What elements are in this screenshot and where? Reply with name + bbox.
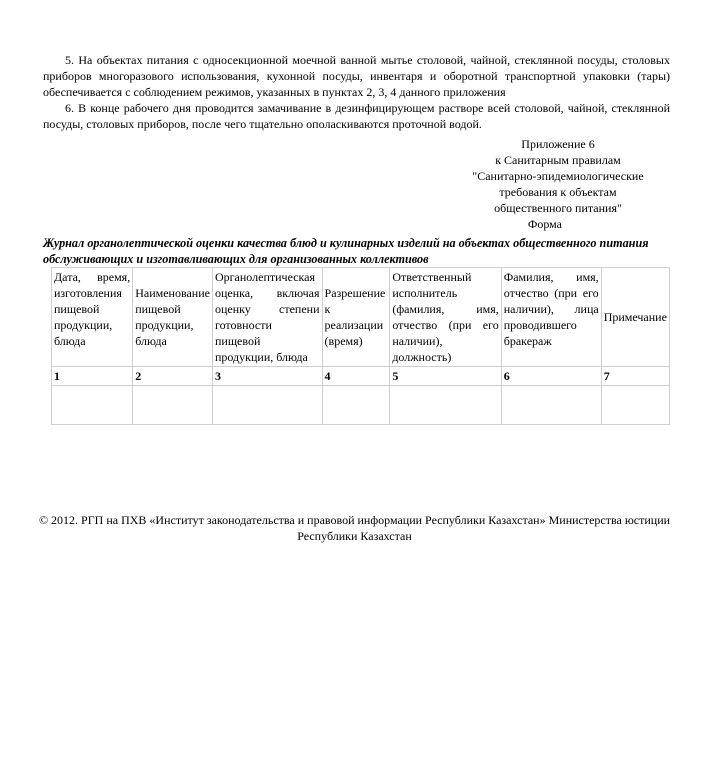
- table-header-row: [52, 268, 670, 367]
- column-number: 5: [390, 367, 501, 386]
- annex-line: Приложение 6: [521, 137, 595, 151]
- header-cell-date: Дата, время, изготовления пищевой продукции, блюда: [52, 268, 133, 367]
- header-cell-name: Наименование пищевой продукции, блюда: [133, 268, 213, 367]
- table-cell: [601, 386, 669, 425]
- annex-header: [458, 136, 658, 216]
- annex-line: к Санитарным правилам: [495, 153, 621, 167]
- column-number: 4: [322, 367, 390, 386]
- paragraph-5: 5. На объектах питания с односекционной моечной ванной мытье столовой, чайной, стеклянной посуды, столовых приборов многоразового использования, кухонной посуды, инвентаря и оборотной транспортной упаковки (тары) обеспечивается с соблюдением режимов, указанных в пунктах 2, 3, 4 данного приложения: [43, 53, 670, 99]
- copyright-footer: [30, 512, 679, 544]
- column-number: 6: [501, 367, 601, 386]
- table-cell: [212, 386, 322, 425]
- annex-line: требования к объектам: [499, 185, 617, 199]
- form-label: Форма: [527, 217, 562, 231]
- copyright-line: © 2012. РГП на ПХВ «Институт законодательства и правовой информации Республики Казахстан» Министерства юстиции: [38, 513, 671, 527]
- annex-line: общественного питания": [494, 201, 622, 215]
- table-cell: [390, 386, 501, 425]
- table-cell: [322, 386, 390, 425]
- journal-table: [51, 267, 670, 425]
- annex-line: "Санитарно-эпидемиологические: [472, 169, 644, 183]
- table-number-row: [52, 367, 670, 386]
- table-cell: [52, 386, 133, 425]
- table-cell: [501, 386, 601, 425]
- journal-title: Журнал органолептической оценки качества блюд и кулинарных изделий на объектах общественного питания обслуживающих и изготавливающих для организованных коллективов: [43, 236, 649, 266]
- header-cell-evaluation: Органолептическая оценка, включая оценку степени готовности пищевой продукции, блюда: [212, 268, 322, 367]
- header-cell-permission: Разрешение к реализации (время): [322, 268, 390, 367]
- column-number: 2: [133, 367, 213, 386]
- paragraph-6: 6. В конце рабочего дня проводится замачивание в дезинфицирующем растворе всей столовой, чайной, стеклянной посуды, столовых приборов, после чего тщательно ополаскиваются проточной водой.: [43, 101, 670, 131]
- column-number: 7: [601, 367, 669, 386]
- table-row: [52, 386, 670, 425]
- header-cell-note: Примечание: [601, 268, 669, 367]
- header-cell-executor: Ответственный исполнитель (фамилия, имя, отчество (при его наличии), должность): [390, 268, 501, 367]
- header-cell-inspector: Фамилия, имя, отчество (при его наличии), лица проводившего бракераж: [501, 268, 601, 367]
- document-body: [43, 52, 670, 425]
- table-cell: [133, 386, 213, 425]
- column-number: 1: [52, 367, 133, 386]
- column-number: 3: [212, 367, 322, 386]
- copyright-line: Республики Казахстан: [297, 529, 412, 543]
